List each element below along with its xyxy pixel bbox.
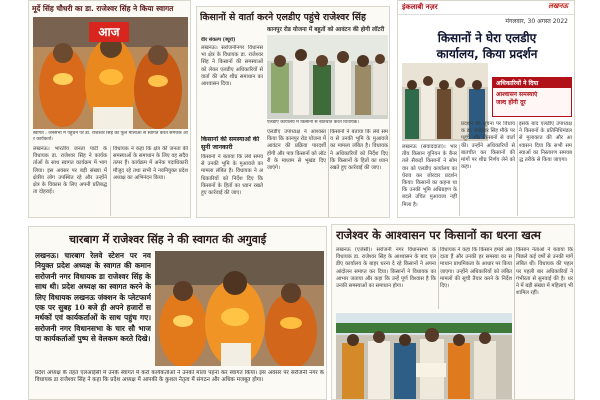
- clip2-column-3: [330, 129, 388, 217]
- clip2-photo: [267, 35, 388, 119]
- clip5-divider-1: [438, 247, 439, 309]
- clip2-body-3b: किसानों ने बताया कि लंबे समय से उनकी भूमि के मुआवजे का मामला लंबित है। विधायक ने अधिकारियों को निर्देश दिए कि किसानों के हितों का ध्यान रखते हुए कार्रवाई की जाए।: [330, 129, 388, 172]
- clip3-sidebox-line3: जल्द होंगी दूर: [496, 99, 526, 106]
- clip3-body-1: लखनऊ (संवाददाता)। भारतीय किसान यूनियन के बैनर तले सैकड़ों किसानों ने सोमवार को एलडीए कार्यालय का घेराव कर जोरदार प्रदर्शन किया। किसानों का कहना था कि उनकी भूमि अधिग्रहण के बदले उचित मुआवजा नहीं मिला है।: [402, 144, 457, 208]
- clip1-divider: [110, 146, 111, 216]
- clip5-column-1: [336, 247, 436, 309]
- clip3-sidebox-line1: अधिकारियों ने दिया: [493, 78, 571, 88]
- clip5-headline: राजेश्वर के आश्वासन पर किसानों का धरना खत्म: [336, 228, 541, 242]
- clip4-lede-column: [35, 251, 151, 366]
- clip2-column-1: [201, 45, 263, 135]
- clip3-sidebox: [492, 77, 572, 117]
- clipping-3: [397, 0, 575, 218]
- clip2-body-1: लखनऊ। सरोजनीनगर विधानसभा क्षेत्र के विधायक डा. राजेश्वर सिंह ने किसानों की समस्याओं को लेकर एलडीए अधिकारियों से वार्ता की और शीघ्र समाधान का आश्वासन दिया।: [201, 45, 263, 88]
- clipping-4: [28, 226, 327, 400]
- clip1-badge: आज: [89, 22, 129, 42]
- clip5-body-left: लखनऊ (एजेंसी)। सरोजनी नगर विधानसभा के विधायक डा. राजेश्वर सिंह के आश्वासन के बाद एलडीए कार्यालय के बाहर धरना दे रहे किसानों ने अपना आंदोलन समाप्त कर दिया। किसानों ने विधायक का आभार जताया और कहा कि उन्हें पूर्ण विश्वास है कि उनकी समस्याओं का समाधान होगा।: [336, 247, 436, 290]
- clip2-column-2: [267, 129, 326, 217]
- clip5-divider-2: [514, 247, 515, 399]
- clip3-headline-2: कार्यालय, किया प्रदर्शन: [436, 47, 538, 61]
- clip1-headline: मूर्दे सिंह चौधरी का डा. राजेश्वर सिंह ने किया स्वागत: [32, 4, 174, 13]
- clip2-caption: एलडीए कार्यालय में किसानों से बातचीत करते विधायक।: [267, 120, 359, 125]
- clip2-subheadline: कानपुर रोड योजना में बहुतों को आवंटन की होगी लॉटरी: [267, 27, 385, 33]
- clip3-masthead-bar: [398, 1, 574, 15]
- clip3-headline-1: किसानों ने घेरा एलडीए: [437, 31, 537, 45]
- clip4-footer-column: [35, 370, 324, 399]
- clip3-column-2: [461, 121, 515, 216]
- clip2-inner-heading: किसानों की समस्याओं की सुनी जानकारी: [201, 136, 260, 151]
- clipping-2: [196, 6, 390, 218]
- clip3-sidebox-line2: आश्वासन समस्याएं: [496, 91, 538, 98]
- clip2-headline: किसानों से वार्ता करने एलडीए पहुंचे राजेश्वर सिंह: [200, 12, 366, 23]
- clip3-divider-1: [459, 144, 460, 216]
- clip1-caption: स्वागत : जनसभा में पहुंचने पर डा. राजेश्वर सिंह का फूल मालाओं से स्वागत करते समर्थक और कार्यकर्ता।: [33, 131, 188, 143]
- clip4-footer: प्रदेश अध्यक्ष के तहत एलआईसी में उनके स्वागत में करो कार्यकर्ताओं ने उनको माला पहना कर स्वागत किया। इस अवसर पर सरोजनी नगर के विधायक डा राजेश्वर सिंह ने कहा कि प्रदेश अध्यक्ष में आपकी के कुशल नेतृत्व में संगठन और अधिक मजबूत होगा।: [35, 370, 324, 384]
- clip3-body-2: प्रदर्शन की सूचना पर विधायक डा. राजेश्वर सिंह मौके पर पहुंचे और किसानों से वार्ता की। उन्होंने अधिकारियों से बातचीत कर किसानों की मांगों पर शीघ्र निर्णय लेने को कहा।: [461, 121, 515, 171]
- clip2-dateline: वीर संकल्प (ब्यूरो): [201, 37, 236, 43]
- clip3-column-1: [402, 144, 457, 216]
- clip5-column-2: [440, 247, 512, 309]
- clip5-body-side: किसान नेताओं ने बताया कि पिछले कई वर्षों से उनकी मांगें लंबित थीं। विधायक की पहल पर पहली बार अधिकारियों ने गंभीरता से सुनवाई की है। धरने में बड़ी संख्या में महिलाएं भी शामिल रहीं।: [516, 247, 573, 297]
- clip2-divider: [328, 129, 329, 217]
- clip1-column-right: [113, 146, 188, 216]
- clip3-body-3: इसके बाद एलडीए उपाध्यक्ष ने किसानों के प्रतिनिधिमंडल से मुलाकात की और आश्वासन दिया कि सभी समस्याओं का निस्तारण समयबद्ध तरीके से किया जाएगा।: [519, 121, 572, 164]
- clip1-body-left: लखनऊ। भारतीय जनता पार्टी के विधायक डा. राजेश्वर सिंह ने कार्यकर्ताओं के साथ स्वागत कार्यक्रम में भाग लिया। इस अवसर पर बड़ी संख्या में क्षेत्रीय लोग उपस्थित रहे और उन्होंने क्षेत्र के विकास के लिए अपनी प्रतिबद्धता दोहराई।: [33, 146, 107, 196]
- clip4-headline: चारबाग में राजेश्वर सिंह ने की स्वागत की अगुवाई: [69, 233, 267, 246]
- clip2-body-2: किसानों ने बताया कि लंबे समय से उनकी भूमि के मुआवजे का मामला लंबित है। विधायक ने अधिकारियों को निर्देश दिए कि किसानों के हितों का ध्यान रखते हुए कार्रवाई की जाए।: [201, 154, 263, 197]
- clip1-column-left: [33, 146, 107, 216]
- clip3-masthead: इंकलाबी नज़र: [402, 3, 438, 11]
- clip3-brand: लखनऊ: [548, 2, 568, 10]
- clip5-photo: [336, 313, 512, 399]
- clip5-body-right: विधायक ने कहा कि किसान हमारे अन्नदाता हैं और उनकी हर समस्या का समाधान प्राथमिकता के आधार पर किया जाएगा। उन्होंने अधिकारियों को लंबित मामलों की सूची तैयार करने के निर्देश दिए।: [440, 247, 512, 290]
- clipping-5: [331, 224, 575, 400]
- clip3-column-3: [519, 121, 572, 216]
- clipping-1: [28, 0, 191, 218]
- clip2-body-3: एलडीए उपाध्यक्ष ने आश्वस्त किया कि कानपुर रोड योजना में आवंटन की प्रक्रिया पारदर्शी होगी और पात्र किसानों को लॉटरी के माध्यम से भूखंड दिए जाएंगे।: [267, 129, 326, 172]
- clip4-photo: [155, 251, 324, 366]
- clip3-divider-2: [517, 121, 518, 216]
- clip2-column-1b: [201, 154, 263, 216]
- clip1-body-right: विधायक ने कहा कि क्षेत्र की जनता की समस्याओं के समाधान के लिए वह सदैव तत्पर हैं। कार्यक्रम में अनेक पदाधिकारी मौजूद रहे तथा सभी ने नवनियुक्त प्रदेश अध्यक्ष का अभिनंदन किया।: [113, 146, 188, 181]
- clip4-lede: लखनऊ। चारबाग रेलवे स्टेशन पर नव नियुक्त प्रदेश अध्यक्ष के स्वागत की कमान सरोजनी नगर विधायक डा राजेश्वर सिंह के साथ थी। प्रदेश अध्यक्ष का स्वागत करने के लिए विधायक लखनऊ जंक्शन के प्लेटफार्म एक पर सुबह 10 बजे ही अपने हजारों समर्थकों एवं कार्यकर्ताओं के साथ पहुंच गए। सरोजनी नगर विधानसभा के चार सौ भाजपा कार्यकर्ताओं पुष्प से वेलकम करते दिखे।: [35, 251, 151, 344]
- clip5-column-3: [516, 247, 573, 399]
- clip3-date: मंगलवार, 30 अगस्त 2022: [505, 18, 568, 25]
